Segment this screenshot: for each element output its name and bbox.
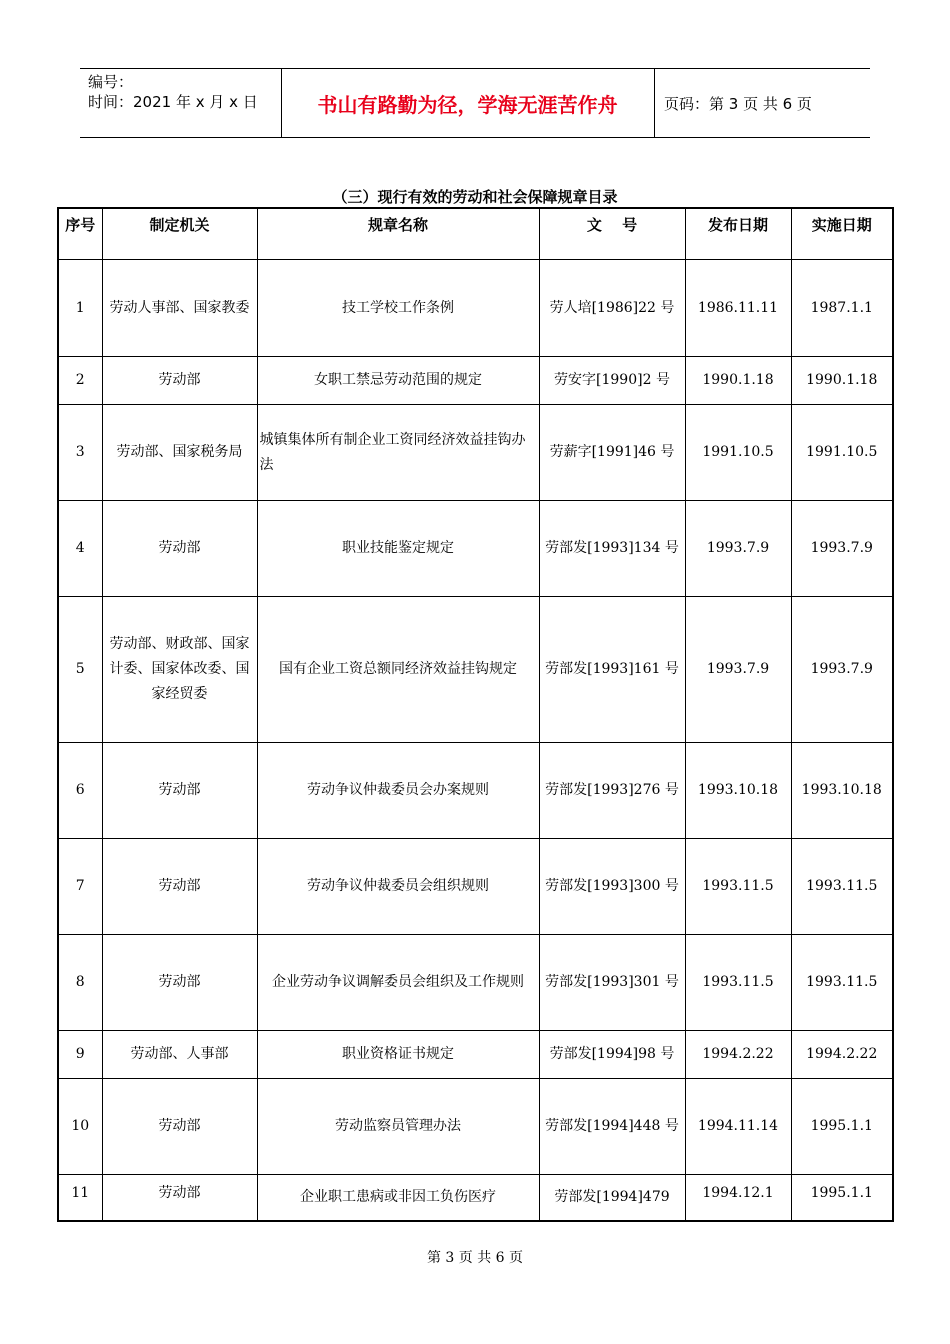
cell-name: 劳动监察员管理办法 bbox=[257, 1079, 539, 1175]
cell-doc-number: 劳部发[1994]448 号 bbox=[539, 1079, 685, 1175]
cell-name: 女职工禁忌劳动范围的规定 bbox=[257, 357, 539, 405]
table-row bbox=[58, 357, 893, 405]
cell-effective-date: 1995.1.1 bbox=[791, 1079, 893, 1175]
cell-name: 劳动争议仲裁委员会组织规则 bbox=[257, 839, 539, 935]
cell-no: 8 bbox=[58, 935, 102, 1031]
cell-name: 职业技能鉴定规定 bbox=[257, 501, 539, 597]
document-title: （三）现行有效的劳动和社会保障规章目录 bbox=[332, 188, 618, 206]
cell-agency: 劳动部 bbox=[102, 1175, 257, 1221]
cell-effective-date: 1991.10.5 bbox=[791, 405, 893, 501]
page-footer: 第 3 页 共 6 页 bbox=[426, 1250, 524, 1266]
table-row bbox=[58, 1079, 893, 1175]
table-row bbox=[58, 597, 893, 743]
table-row bbox=[58, 501, 893, 597]
cell-name: 劳动争议仲裁委员会办案规则 bbox=[257, 743, 539, 839]
table-row bbox=[58, 1175, 893, 1221]
cell-agency: 劳动部、财政部、国家计委、国家体改委、国家经贸委 bbox=[102, 597, 257, 743]
cell-publish-date: 1990.1.18 bbox=[685, 357, 791, 405]
cell-publish-date: 1986.11.11 bbox=[685, 260, 791, 357]
cell-agency: 劳动部 bbox=[102, 1079, 257, 1175]
cell-no: 3 bbox=[58, 405, 102, 501]
cell-publish-date: 1994.2.22 bbox=[685, 1031, 791, 1079]
cell-name: 企业职工患病或非因工负伤医疗 bbox=[257, 1175, 539, 1221]
cell-agency: 劳动部 bbox=[102, 501, 257, 597]
cell-no: 10 bbox=[58, 1079, 102, 1175]
cell-doc-number: 劳人培[1986]22 号 bbox=[539, 260, 685, 357]
cell-doc-number: 劳部发[1993]300 号 bbox=[539, 839, 685, 935]
table-row bbox=[58, 260, 893, 357]
cell-agency: 劳动部 bbox=[102, 839, 257, 935]
column-header-name: 规章名称 bbox=[257, 208, 539, 260]
cell-effective-date: 1995.1.1 bbox=[791, 1175, 893, 1221]
cell-doc-number: 劳薪字[1991]46 号 bbox=[539, 405, 685, 501]
table-row bbox=[58, 1031, 893, 1079]
cell-no: 6 bbox=[58, 743, 102, 839]
cell-no: 9 bbox=[58, 1031, 102, 1079]
cell-effective-date: 1987.1.1 bbox=[791, 260, 893, 357]
cell-effective-date: 1993.11.5 bbox=[791, 935, 893, 1031]
header-divider bbox=[654, 69, 655, 137]
header-motto: 书山有路勤为径，学海无涯苦作舟 bbox=[317, 92, 618, 117]
cell-doc-number: 劳部发[1993]134 号 bbox=[539, 501, 685, 597]
cell-no: 5 bbox=[58, 597, 102, 743]
cell-name: 国有企业工资总额同经济效益挂钩规定 bbox=[257, 597, 539, 743]
cell-doc-number: 劳部发[1993]276 号 bbox=[539, 743, 685, 839]
header-meta bbox=[88, 72, 278, 112]
column-header-doc-number: 文 号 bbox=[539, 208, 685, 260]
cell-no: 11 bbox=[58, 1175, 102, 1221]
cell-effective-date: 1993.7.9 bbox=[791, 501, 893, 597]
cell-name: 职业资格证书规定 bbox=[257, 1031, 539, 1079]
table-row bbox=[58, 839, 893, 935]
cell-no: 4 bbox=[58, 501, 102, 597]
column-header-no: 序号 bbox=[58, 208, 102, 260]
cell-publish-date: 1993.11.5 bbox=[685, 935, 791, 1031]
cell-publish-date: 1993.10.18 bbox=[685, 743, 791, 839]
column-header-agency: 制定机关 bbox=[102, 208, 257, 260]
table-row bbox=[58, 935, 893, 1031]
cell-agency: 劳动部 bbox=[102, 743, 257, 839]
table-header-row bbox=[58, 208, 893, 260]
cell-name: 城镇集体所有制企业工资同经济效益挂钩办法 bbox=[257, 405, 539, 501]
cell-agency: 劳动部 bbox=[102, 357, 257, 405]
cell-publish-date: 1993.11.5 bbox=[685, 839, 791, 935]
cell-publish-date: 1991.10.5 bbox=[685, 405, 791, 501]
cell-doc-number: 劳部发[1993]301 号 bbox=[539, 935, 685, 1031]
cell-publish-date: 1993.7.9 bbox=[685, 597, 791, 743]
cell-publish-date: 1994.11.14 bbox=[685, 1079, 791, 1175]
cell-agency: 劳动人事部、国家教委 bbox=[102, 260, 257, 357]
cell-name: 技工学校工作条例 bbox=[257, 260, 539, 357]
cell-effective-date: 1993.11.5 bbox=[791, 839, 893, 935]
cell-doc-number: 劳部发[1993]161 号 bbox=[539, 597, 685, 743]
regulations-table bbox=[57, 207, 894, 1222]
header-page-info: 页码：第 3 页 共 6 页 bbox=[664, 94, 812, 113]
cell-no: 2 bbox=[58, 357, 102, 405]
cell-doc-number: 劳安字[1990]2 号 bbox=[539, 357, 685, 405]
table-row bbox=[58, 405, 893, 501]
cell-no: 1 bbox=[58, 260, 102, 357]
cell-publish-date: 1993.7.9 bbox=[685, 501, 791, 597]
cell-agency: 劳动部、人事部 bbox=[102, 1031, 257, 1079]
column-header-effective-date: 实施日期 bbox=[791, 208, 893, 260]
cell-doc-number: 劳部发[1994]98 号 bbox=[539, 1031, 685, 1079]
cell-agency: 劳动部、国家税务局 bbox=[102, 405, 257, 501]
column-header-publish-date: 发布日期 bbox=[685, 208, 791, 260]
cell-effective-date: 1993.10.18 bbox=[791, 743, 893, 839]
document-number-label: 编号： bbox=[88, 73, 134, 91]
cell-no: 7 bbox=[58, 839, 102, 935]
cell-publish-date: 1994.12.1 bbox=[685, 1175, 791, 1221]
table-row bbox=[58, 743, 893, 839]
cell-agency: 劳动部 bbox=[102, 935, 257, 1031]
cell-effective-date: 1994.2.22 bbox=[791, 1031, 893, 1079]
cell-effective-date: 1993.7.9 bbox=[791, 597, 893, 743]
cell-effective-date: 1990.1.18 bbox=[791, 357, 893, 405]
document-time: 时间：2021 年 x 月 x 日 bbox=[88, 93, 258, 111]
document-header bbox=[80, 68, 870, 138]
cell-name: 企业劳动争议调解委员会组织及工作规则 bbox=[257, 935, 539, 1031]
cell-doc-number: 劳部发[1994]479 bbox=[539, 1175, 685, 1221]
